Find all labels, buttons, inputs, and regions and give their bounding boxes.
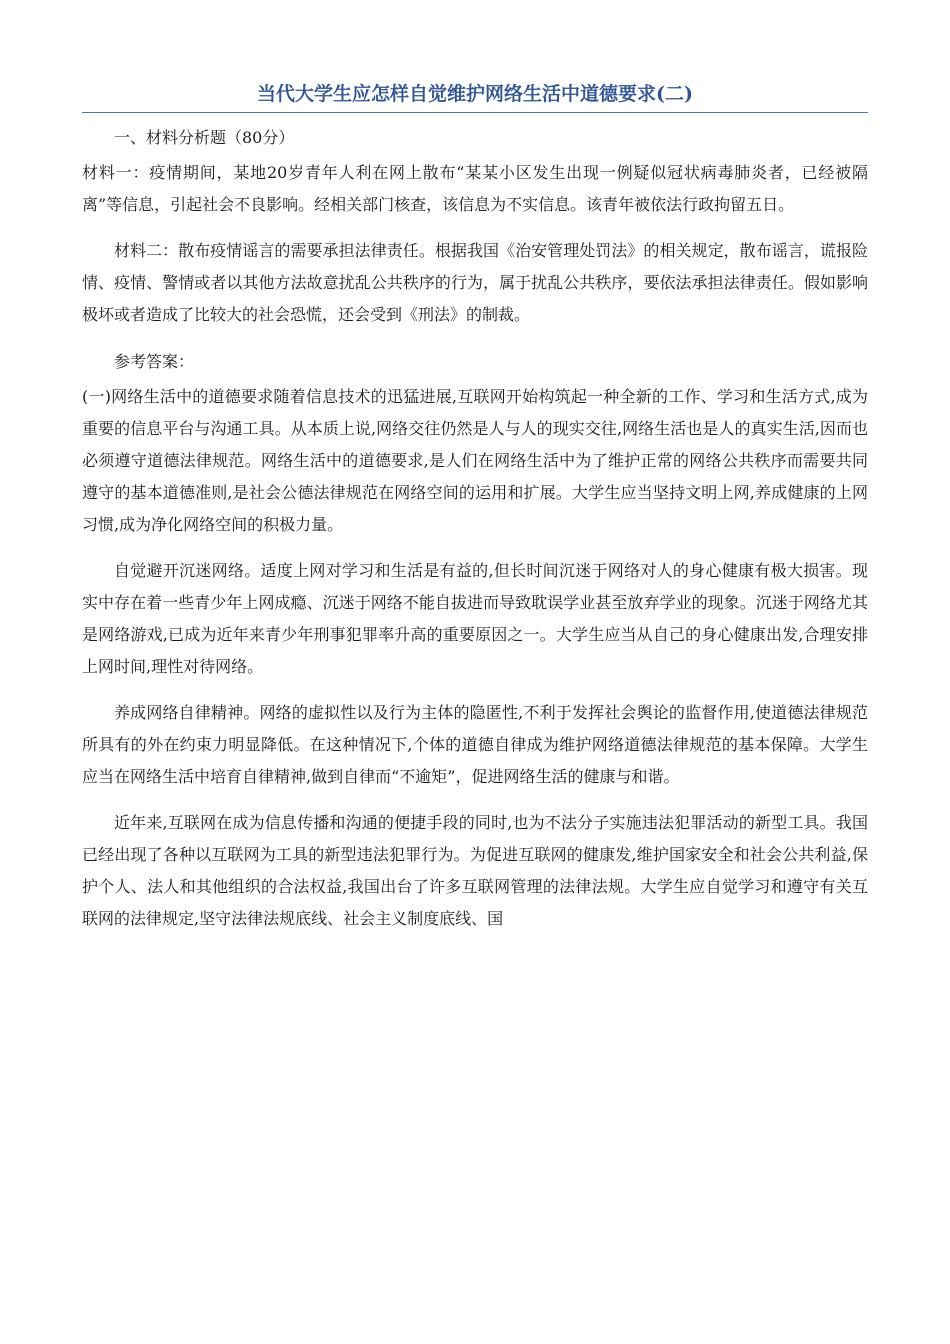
answer-paragraph-2: 自觉避开沉迷网络。适度上网对学习和生活是有益的,但长时间沉迷于网络对人的身心健康有极大损害。现实中存在着一些青少年上网成瘾、沉迷于网络不能自拔进而导致耽误学业甚至放弃学业的现象。沉迷于网络尤其是网络游戏,已成为近年来青少年刑事犯罪率升高的重要原因之一。大学生应当从自己的身心健康出发,合理安排上网时间,理性对待网络。 [82,561,868,676]
answer-paragraph-1: (一)网络生活中的道德要求随着信息技术的迅猛进展,互联网开始构筑起一种全新的工作、学习和生活方式,成为重要的信息平台与沟通工具。从本质上说,网络交往仍然是人与人的现实交往,网络生活也是人的真实生活,因而也必须遵守道德法律规范。网络生活中的道德要求,是人们在网络生活中为了维护正常的网络公共秩序而需要共同遵守的基本道德准则,是社会公德法律规范在网络空间的运用和扩展。大学生应当坚持文明上网,养成健康的上网习惯,成为净化网络空间的积极力量。 [82,387,868,534]
material-one-paragraph: 材料一：疫情期间，某地20岁青年人利在网上散布“某某小区发生出现一例疑似冠状病毒肺炎者，已经被隔离”等信息，引起社会不良影响。经相关部门核查，该信息为不实信息。该青年被依法行政拘留五日。 [82,163,868,214]
document-title: 当代大学生应怎样自觉维护网络生活中道德要求(二) [82,78,868,113]
reference-answer-label: 参考答案： [114,352,195,371]
answer-paragraph-4: 近年来,互联网在成为信息传播和沟通的便捷手段的同时,也为不法分子实施违法犯罪活动的新型工具。我国已经出现了各种以互联网为工具的新型违法犯罪行为。为促进互联网的健康发,维护国家安全和社会公共利益,保护个人、法人和其他组织的合法权益,我国出台了许多互联网管理的法律法规。大学生应自觉学习和遵守有关互联网的法律规定,坚守法律法规底线、社会主义制度底线、国 [82,813,868,928]
section-heading: 一、材料分析题（80分） [114,128,295,147]
material-two-paragraph: 材料二：散布疫情谣言的需要承担法律责任。根据我国《治安管理处罚法》的相关规定，散布谣言，谎报险情、疫情、警情或者以其他方法故意扰乱公共秩序的行为，属于扰乱公共秩序，要依法承担法律责任。假如影响极坏或者造成了比较大的社会恐慌，还会受到《刑法》的制裁。 [82,241,868,324]
document-page [82,78,868,935]
answer-paragraph-3: 养成网络自律精神。网络的虚拟性以及行为主体的隐匿性,不利于发挥社会舆论的监督作用,使道德法律规范所具有的外在约束力明显降低。在这种情况下,个体的道德自律成为维护网络道德法律规范的基本保障。大学生应当在网络生活中培育自律精神,做到自律而“不逾矩”，促进网络生活的健康与和谐。 [82,703,868,786]
